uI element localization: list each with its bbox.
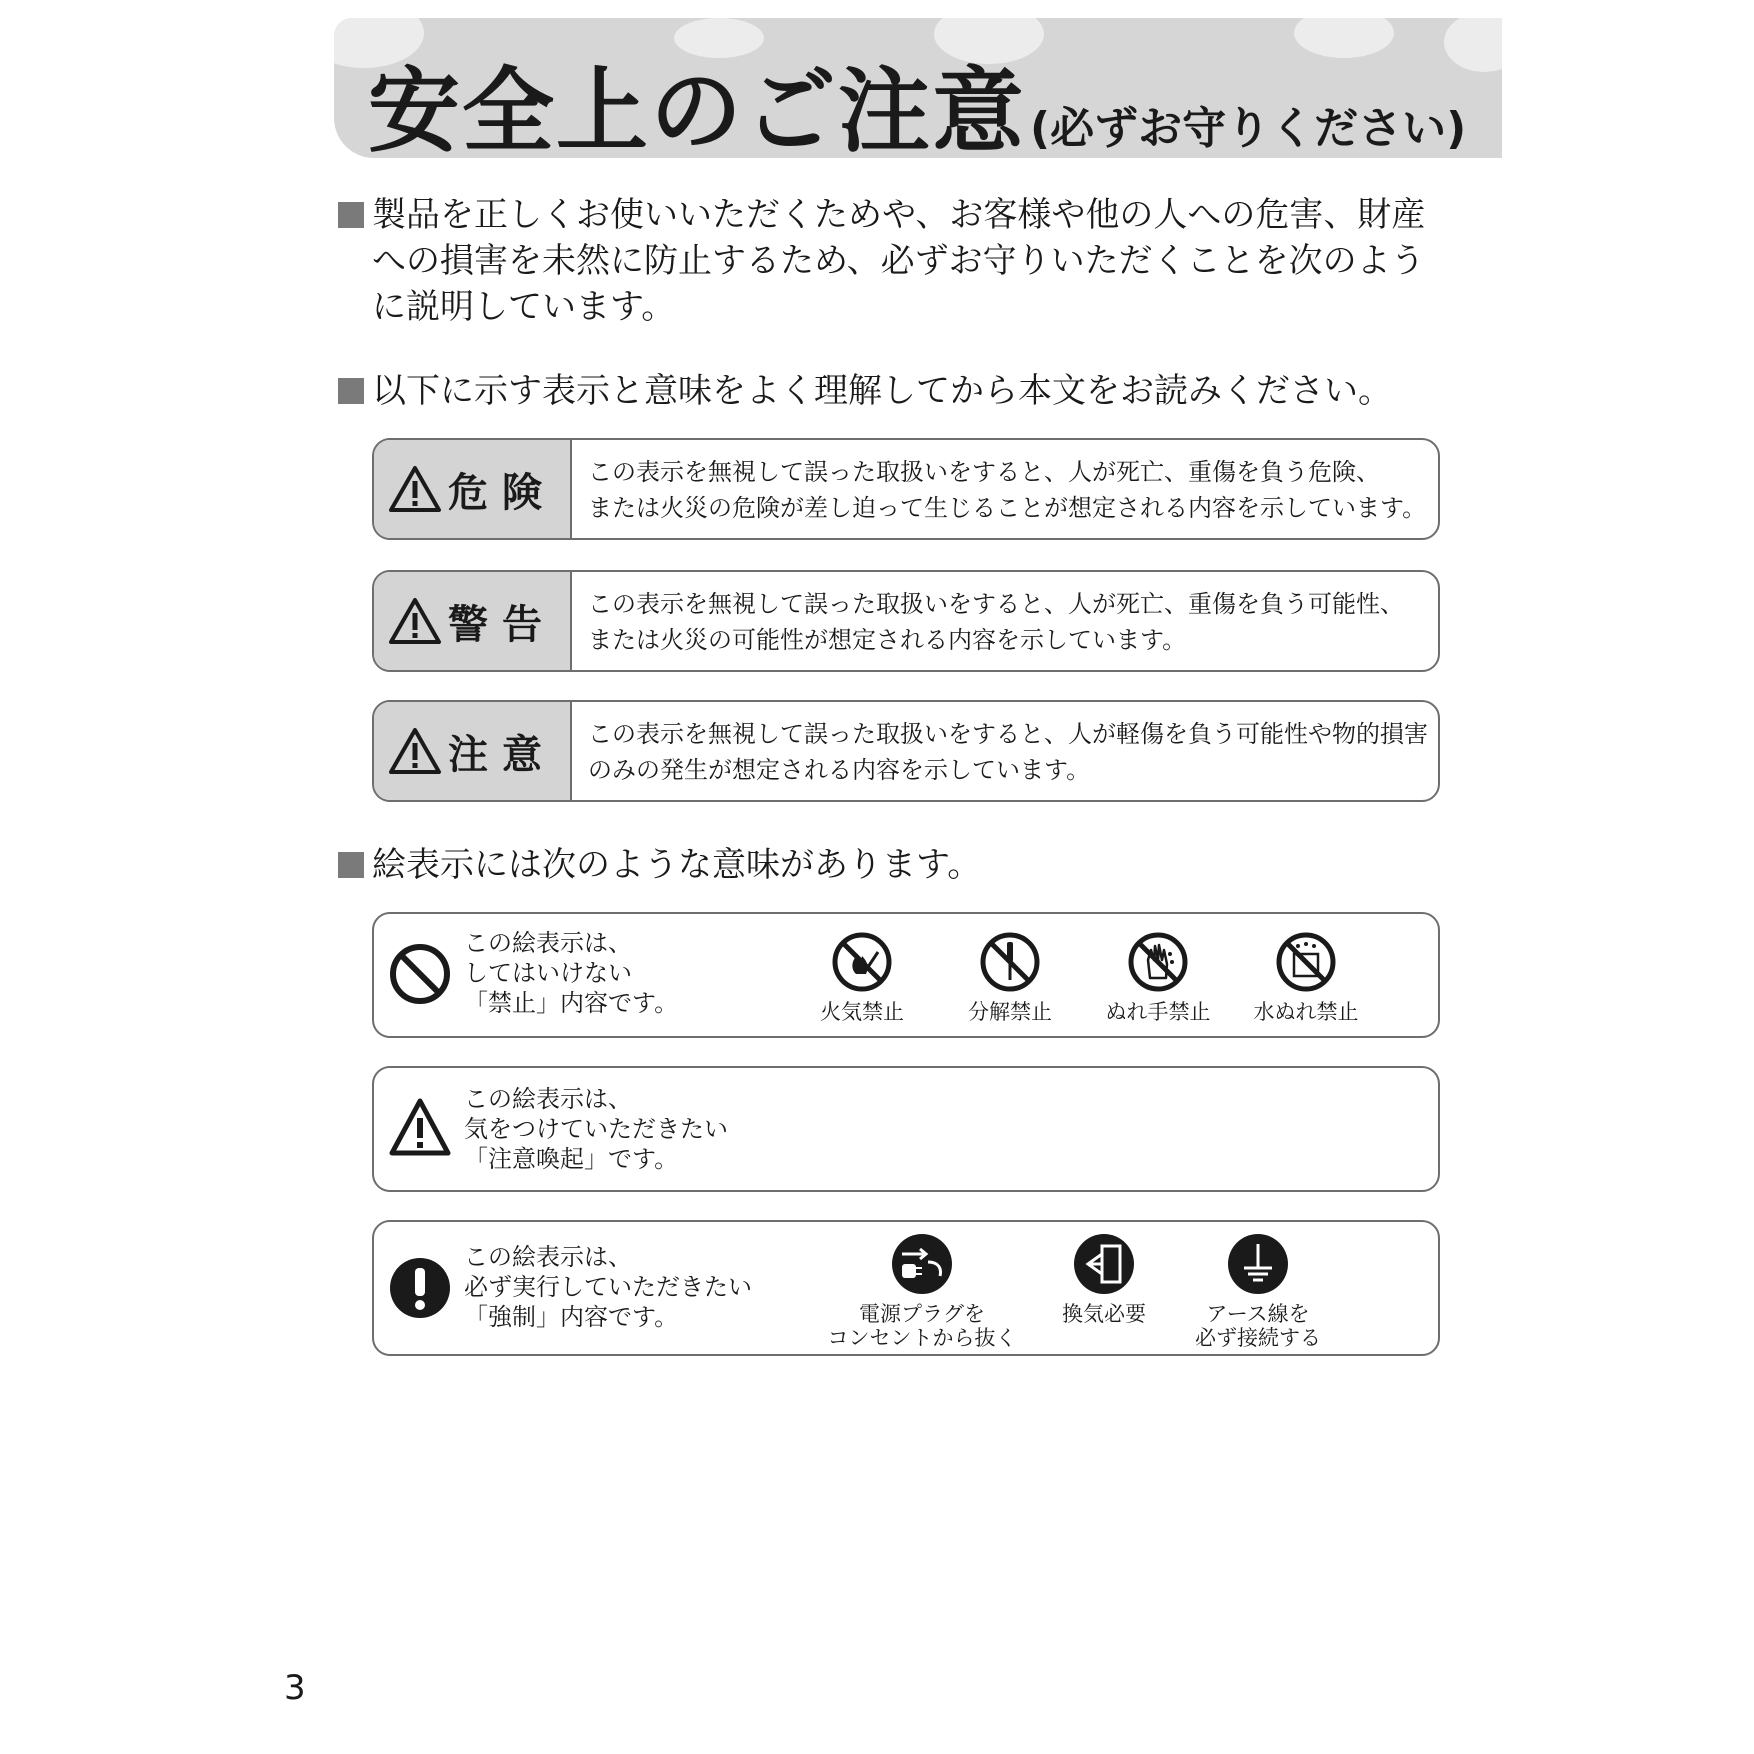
picto-item: [1178, 1232, 1338, 1350]
picto-item-label: コンセントから抜く: [827, 1326, 1017, 1350]
ground-icon: [1226, 1232, 1290, 1296]
signal-label: [374, 440, 572, 538]
no-disassembly-icon: [978, 930, 1042, 994]
signal-box-warning: [372, 570, 1440, 672]
signal-word: 警告: [448, 601, 556, 648]
square-bullet-icon: [338, 852, 364, 878]
picto-item-label: 必ず接続する: [1195, 1326, 1321, 1350]
picto-item-label: ぬれ手禁止: [1105, 1000, 1211, 1024]
unplug-icon: [890, 1232, 954, 1296]
intro-paragraph: [338, 192, 1478, 330]
ventilation-icon: [1072, 1232, 1136, 1296]
picto-item-label: 換気必要: [1062, 1302, 1146, 1326]
picto-desc-line: この絵表示は、: [464, 929, 632, 957]
warning-triangle-icon: [388, 597, 442, 645]
picto-item-label: アース線を: [1206, 1302, 1310, 1326]
no-water-icon: [1274, 930, 1338, 994]
picto-desc-line: 「禁止」内容です。: [464, 989, 679, 1017]
picto-item-label: 火気禁止: [820, 1000, 904, 1024]
picto-item: [930, 930, 1090, 1024]
picto-item: [822, 1232, 1022, 1350]
signal-label: [374, 702, 572, 800]
picto-desc-line: 必ず実行していただきたい: [464, 1273, 752, 1301]
intro-line: に説明しています。: [372, 287, 676, 327]
signal-box-caution: [372, 700, 1440, 802]
signal-desc-line: この表示を無視して誤った取扱いをすると、人が軽傷を負う可能性や物的損害: [588, 720, 1428, 748]
picto-desc-line: してはいけない: [464, 959, 632, 987]
picto-item-label: 電源プラグを: [859, 1302, 985, 1326]
picto-description: [464, 1242, 752, 1332]
signal-description: [588, 716, 1428, 788]
signal-description: [588, 586, 1404, 658]
picto-item: [1024, 1232, 1184, 1326]
signal-word: 危険: [448, 469, 556, 516]
intro-line: 製品を正しくお使いいただくためや、お客様や他の人への危害、財産: [372, 195, 1426, 235]
page-title-sub: (必ずお守りください): [1030, 103, 1467, 154]
picto-desc-line: 「強制」内容です。: [464, 1303, 679, 1331]
picto-item: [1078, 930, 1238, 1024]
warning-triangle-icon: [388, 727, 442, 775]
picto-heading-text: 絵表示には次のような意味があります。: [372, 845, 982, 885]
no-wet-hands-icon: [1126, 930, 1190, 994]
signal-description: [588, 454, 1426, 526]
picto-item-label: 水ぬれ禁止: [1253, 1000, 1359, 1024]
legend-heading-text: 以下に示す表示と意味をよく理解してから本文をお読みください。: [372, 371, 1392, 411]
signal-desc-line: のみの発生が想定される内容を示しています。: [588, 756, 1091, 784]
picto-item: [782, 930, 942, 1024]
signal-desc-line: または火災の可能性が想定される内容を示しています。: [588, 626, 1187, 654]
picto-desc-line: 「注意喚起」です。: [464, 1145, 679, 1173]
title-banner: [334, 18, 1502, 158]
signal-box-danger: [372, 438, 1440, 540]
square-bullet-icon: [338, 378, 364, 404]
warning-triangle-icon: [388, 465, 442, 513]
legend-heading: [338, 368, 1392, 414]
intro-line: への損害を未然に防止するため、必ずお守りいただくことを次のよう: [372, 241, 1425, 281]
picto-item: [1226, 930, 1386, 1024]
picto-box-prohibition: [372, 912, 1440, 1038]
picto-description: [464, 928, 678, 1018]
signal-desc-line: この表示を無視して誤った取扱いをすると、人が死亡、重傷を負う危険、: [588, 458, 1380, 486]
prohibition-icon: [388, 942, 452, 1006]
picto-box-mandatory: [372, 1220, 1440, 1356]
mandatory-icon: [388, 1256, 452, 1320]
picto-box-caution: [372, 1066, 1440, 1192]
page-title-main: 安全上のご注意: [368, 58, 1027, 158]
picto-desc-line: この絵表示は、: [464, 1243, 632, 1271]
no-fire-icon: [830, 930, 894, 994]
picto-desc-line: 気をつけていただきたい: [464, 1115, 728, 1143]
picto-desc-line: この絵表示は、: [464, 1085, 632, 1113]
signal-desc-line: この表示を無視して誤った取扱いをすると、人が死亡、重傷を負う可能性、: [588, 590, 1404, 618]
picto-item-label: 分解禁止: [968, 1000, 1052, 1024]
page-title: [368, 38, 1466, 158]
caution-triangle-icon: [388, 1096, 452, 1160]
page-number: 3: [284, 1668, 306, 1708]
picto-description: [464, 1084, 728, 1174]
signal-desc-line: または火災の危険が差し迫って生じることが想定される内容を示しています。: [588, 494, 1427, 522]
signal-word: 注意: [448, 731, 556, 778]
picto-heading: [338, 842, 981, 888]
square-bullet-icon: [338, 202, 364, 228]
signal-label: [374, 572, 572, 670]
